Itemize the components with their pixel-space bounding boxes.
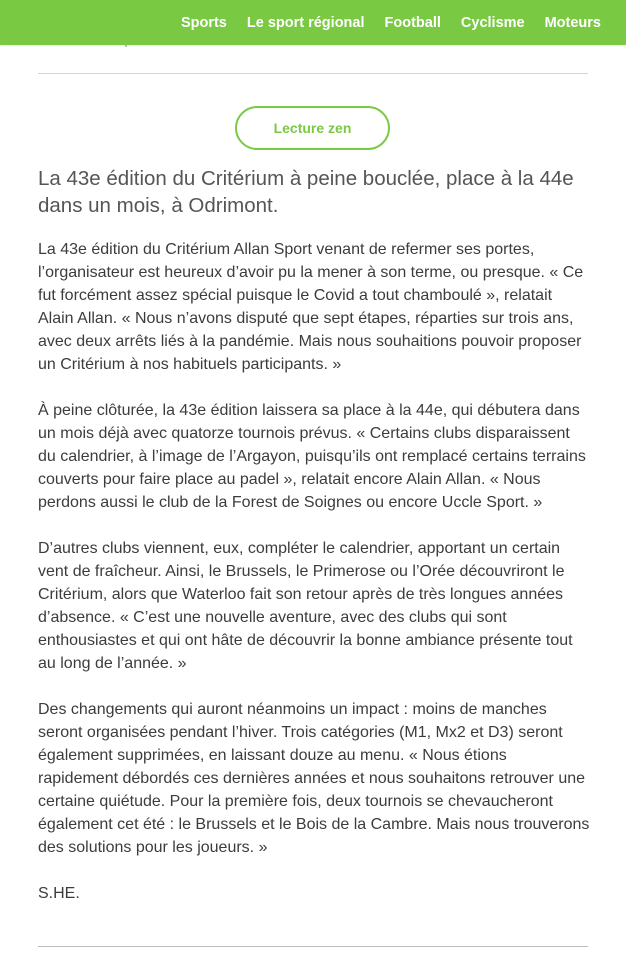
nav-item-football[interactable]: Football	[384, 14, 441, 31]
nav-item-sports[interactable]: Sports	[180, 14, 227, 31]
author-signature: S.HE.	[38, 885, 80, 902]
lecture-zen-button[interactable]: Lecture zen	[235, 106, 390, 150]
article-paragraph: À peine clôturée, la 43e édition laissera sa place à la 44e, qui débutera dans un mois déjà avec quatorze tournois prévus. « Certains clubs disparaissent du calendrier, à l’image de l’Argayon, puisqu’ils ont remplacé certains terrains couverts pour faire place au padel », relatait encore Alain Allan. « Nous perdons aussi le club de la Forest de Soignes ou encore Uccle Sport. »	[38, 402, 586, 511]
nav-menu	[171, 0, 611, 45]
nav-item-cyclisme[interactable]: Cyclisme	[460, 14, 525, 31]
top-navigation-bar	[0, 0, 626, 45]
nav-item-moteurs[interactable]: Moteurs	[544, 14, 601, 31]
article-lead: La 43e édition du Critérium à peine bouclée, place à la 44e dans un mois, à Odrimont.	[38, 167, 574, 217]
article-body	[38, 238, 590, 905]
article-paragraph: La 43e édition du Critérium Allan Sport venant de refermer ses portes, l’organisateur est heureux d’avoir pu la mener à son terme, ou presque. « Ce fut forcément assez spécial puisque le Covid a tout chamboulé », relatait Alain Allan. « Nous n’avons disputé que sept étapes, réparties sur trois ans, avec deux arrêts liés à la pandémie. Mais nous souhaitions pouvoir proposer un Critérium à nos habituels participants. »	[38, 241, 584, 373]
divider-top	[38, 73, 588, 74]
divider-bottom	[38, 946, 588, 947]
article-paragraph: Des changements qui auront néanmoins un impact : moins de manches seront organisées pendant l’hiver. Trois catégories (M1, Mx2 et D3) seront également supprimées, en laissant douze au menu. « Nous étions rapidement débordés ces dernières années et nous souhaitons retrouver une certaine quiétude. Pour la première fois, deux tournois se chevaucheront également cet été : le Brussels et le Bois de la Cambre. Mais nous trouverons des solutions pour les joueurs. »	[38, 701, 590, 856]
nav-item-sport-regional[interactable]: Le sport régional	[246, 14, 365, 31]
article-paragraph: D’autres clubs viennent, eux, compléter le calendrier, apportant un certain vent de fraîcheur. Ainsi, le Brussels, le Primerose ou l’Orée découvriront le Critérium, alors que Waterloo fait son retour après de très longues années d’absence. « C’est une nouvelle aventure, avec des clubs qui sont enthousiastes et qui ont hâte de découvrir la bonne ambiance présente tout au long de l’année. »	[38, 540, 573, 672]
